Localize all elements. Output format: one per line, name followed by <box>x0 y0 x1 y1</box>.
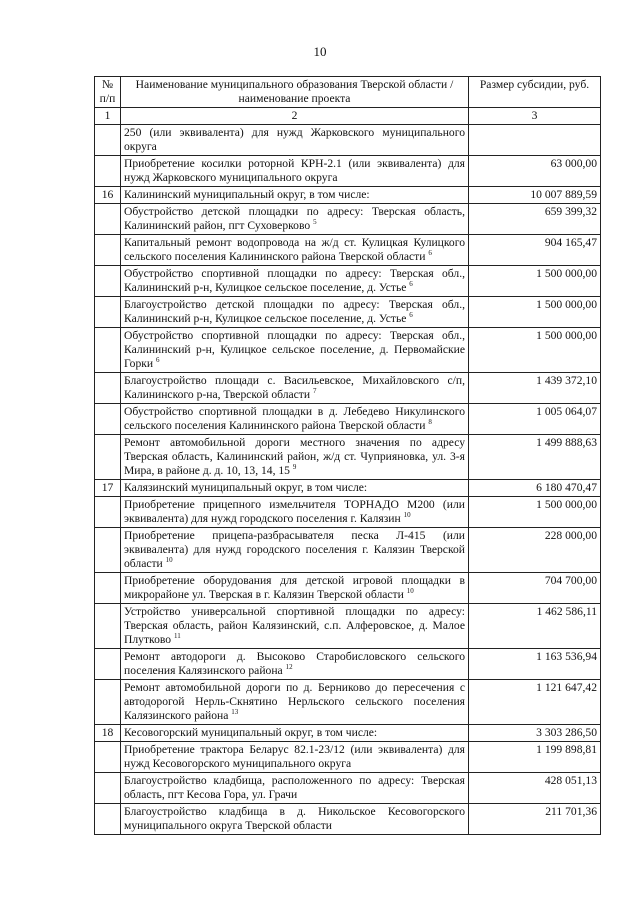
subsidy-amount: 1 500 000,00 <box>469 297 601 328</box>
table-body <box>95 125 601 835</box>
table-row <box>95 573 601 604</box>
subsidy-amount <box>469 125 601 156</box>
project-name: Обустройство детской площадки по адресу: Тверская область, Калининский район, пгт Суховерково <box>124 205 465 232</box>
column-index: 1 <box>95 108 121 125</box>
project-name-cell <box>121 404 469 435</box>
project-name: Устройство универсальной спортивной площадки по адресу: Тверская область, район Калязинский, с.п. Алферовское, д. Малое Плутково <box>124 605 465 646</box>
row-number <box>95 297 121 328</box>
project-name-cell <box>121 435 469 480</box>
project-name: Благоустройство детской площадки по адресу: Тверская обл., Калининский р-н, Кулицкое сельское поселение, д. Устье <box>124 298 465 325</box>
project-name-cell <box>121 125 469 156</box>
table-row <box>95 773 601 804</box>
row-number <box>95 649 121 680</box>
footnote-mark: 7 <box>313 387 317 396</box>
project-name-cell <box>121 204 469 235</box>
row-number <box>95 742 121 773</box>
project-name: Калининский муниципальный округ, в том числе: <box>124 188 370 201</box>
project-name: Ремонт автомобильной дороги местного значения по адресу Тверская область, Калининский район, ж/д ст. Чуприяновка, ул. 3-я Мира, в районе д. д. 10, 13, 14, 15 <box>124 436 465 477</box>
subsidy-amount: 6 180 470,47 <box>469 480 601 497</box>
table-row <box>95 497 601 528</box>
project-name-cell <box>121 156 469 187</box>
row-number <box>95 680 121 725</box>
table-row <box>95 725 601 742</box>
table-row <box>95 373 601 404</box>
project-name: Ремонт автомобильной дороги по д. Берниково до пересечения с автодорогой Нерль-Скнятино Нерльского сельского поселения Калязинского района <box>124 681 465 722</box>
footnote-mark: 6 <box>409 311 413 320</box>
header-amount: Размер субсидии, руб. <box>469 77 601 108</box>
project-name-cell <box>121 604 469 649</box>
subsidy-amount: 1 499 888,63 <box>469 435 601 480</box>
table-row <box>95 604 601 649</box>
header-num: № п/п <box>95 77 121 108</box>
subsidy-amount: 1 199 898,81 <box>469 742 601 773</box>
project-name: Обустройство спортивной площадки по адресу: Тверская обл., Калининский р-н, Кулицкое сельское поселение, д. Устье <box>124 267 465 294</box>
subsidy-amount: 1 500 000,00 <box>469 328 601 373</box>
project-name-cell <box>121 187 469 204</box>
table-row <box>95 156 601 187</box>
row-number <box>95 266 121 297</box>
table-row <box>95 404 601 435</box>
table-row <box>95 742 601 773</box>
table-row <box>95 235 601 266</box>
page-number: 10 <box>313 44 327 59</box>
row-number <box>95 528 121 573</box>
project-name: Приобретение прицепа-разбрасывателя песка Л-415 (или эквивалента) для нужд городского поселения г. Калязин Тверской области <box>124 529 465 570</box>
project-name-cell <box>121 773 469 804</box>
footnote-mark: 5 <box>313 218 317 227</box>
subsidy-amount: 1 163 536,94 <box>469 649 601 680</box>
footnote-mark: 6 <box>156 356 160 365</box>
table-row <box>95 528 601 573</box>
row-number <box>95 435 121 480</box>
row-number <box>95 235 121 266</box>
subsidy-amount: 904 165,47 <box>469 235 601 266</box>
subsidy-amount: 1 439 372,10 <box>469 373 601 404</box>
project-name: Благоустройство площади с. Васильевское, Михайловского с/п, Калининского р-на, Тверской области <box>124 374 465 401</box>
subsidy-amount: 1 005 064,07 <box>469 404 601 435</box>
footnote-mark: 10 <box>165 556 173 565</box>
footnote-mark: 13 <box>231 708 239 717</box>
project-name: Благоустройство кладбища, расположенного по адресу: Тверская область, пгт Кесова Гора, ул. Грачи <box>124 774 465 801</box>
table-row <box>95 649 601 680</box>
footnote-mark: 11 <box>173 632 181 641</box>
subsidy-amount: 1 500 000,00 <box>469 497 601 528</box>
footnote-mark: 9 <box>292 463 297 472</box>
project-name: Благоустройство кладбища в д. Никольское Кесовогорского муниципального округа Тверской области <box>124 805 465 832</box>
subsidy-amount: 1 462 586,11 <box>469 604 601 649</box>
subsidy-amount: 1 500 000,00 <box>469 266 601 297</box>
table-row <box>95 187 601 204</box>
row-number <box>95 328 121 373</box>
row-number <box>95 404 121 435</box>
row-number <box>95 773 121 804</box>
project-name-cell <box>121 528 469 573</box>
subsidy-amount: 63 000,00 <box>469 156 601 187</box>
row-number: 18 <box>95 725 121 742</box>
row-number: 16 <box>95 187 121 204</box>
column-index: 2 <box>121 108 469 125</box>
table-row <box>95 328 601 373</box>
row-number <box>95 204 121 235</box>
project-name-cell <box>121 297 469 328</box>
table-row <box>95 435 601 480</box>
project-name: Приобретение прицепного измельчителя ТОРНАДО М200 (или эквивалента) для нужд городского поселения г. Калязин <box>124 498 465 525</box>
project-name-cell <box>121 680 469 725</box>
header-name: Наименование муниципального образования Тверской области / наименование проекта <box>121 77 469 108</box>
project-name: Приобретение косилки роторной КРН-2.1 (или эквивалента) для нужд Жарковского муниципального округа <box>124 157 465 184</box>
table-row <box>95 804 601 835</box>
row-number <box>95 604 121 649</box>
project-name-cell <box>121 804 469 835</box>
project-name-cell <box>121 497 469 528</box>
row-number <box>95 804 121 835</box>
footnote-mark: 10 <box>403 511 411 520</box>
subsidy-amount: 10 007 889,59 <box>469 187 601 204</box>
subsidy-amount: 704 700,00 <box>469 573 601 604</box>
project-name-cell <box>121 266 469 297</box>
project-name: Калязинский муниципальный округ, в том числе: <box>124 481 368 494</box>
project-name-cell <box>121 328 469 373</box>
project-name-cell <box>121 725 469 742</box>
footnote-mark: 8 <box>428 418 432 427</box>
project-name: Ремонт автодороги д. Высоково Старобисловского сельского поселения Калязинского района <box>124 650 465 677</box>
row-number <box>95 156 121 187</box>
project-name-cell <box>121 480 469 497</box>
row-number <box>95 373 121 404</box>
project-name: Капитальный ремонт водопровода на ж/д ст. Кулицкая Кулицкого сельского поселения Калининского района Тверской области <box>124 236 465 263</box>
project-name-cell <box>121 235 469 266</box>
project-name: Обустройство спортивной площадки по адресу: Тверская обл., Калининский р-н, Кулицкое сельское поселение, д. Первомайские Горки <box>124 329 465 370</box>
project-name-cell <box>121 373 469 404</box>
table-row <box>95 680 601 725</box>
project-name: Обустройство спортивной площадки в д. Лебедево Никулинского сельского поселения Калининского района Тверской области <box>124 405 465 432</box>
project-name-cell <box>121 649 469 680</box>
subsidy-amount: 1 121 647,42 <box>469 680 601 725</box>
row-number <box>95 125 121 156</box>
subsidy-table <box>94 76 601 835</box>
footnote-mark: 10 <box>406 587 414 596</box>
project-name: Приобретение трактора Беларус 82.1-23/12 (или эквивалента) для нужд Кесовогорского муниципального округа <box>124 743 465 770</box>
project-name: Кесовогорский муниципальный округ, в том числе: <box>124 726 378 739</box>
project-name-cell <box>121 573 469 604</box>
subsidy-amount: 659 399,32 <box>469 204 601 235</box>
table-row <box>95 297 601 328</box>
column-index-row <box>95 108 601 125</box>
table-row <box>95 480 601 497</box>
table-header-row <box>95 77 601 108</box>
footnote-mark: 6 <box>409 280 413 289</box>
table-row <box>95 266 601 297</box>
row-number: 17 <box>95 480 121 497</box>
subsidy-amount: 3 303 286,50 <box>469 725 601 742</box>
footnote-mark: 6 <box>428 249 432 258</box>
project-name-cell <box>121 742 469 773</box>
project-name: 250 (или эквивалента) для нужд Жарковского муниципального округа <box>124 126 465 153</box>
subsidy-amount: 228 000,00 <box>469 528 601 573</box>
table-row <box>95 204 601 235</box>
row-number <box>95 497 121 528</box>
row-number <box>95 573 121 604</box>
project-name: Приобретение оборудования для детской игровой площадки в микрорайоне ул. Тверская в г. Калязин Тверской области <box>124 574 465 601</box>
footnote-mark: 12 <box>285 663 293 672</box>
table-row <box>95 125 601 156</box>
column-index: 3 <box>469 108 601 125</box>
subsidy-amount: 211 701,36 <box>469 804 601 835</box>
subsidy-amount: 428 051,13 <box>469 773 601 804</box>
